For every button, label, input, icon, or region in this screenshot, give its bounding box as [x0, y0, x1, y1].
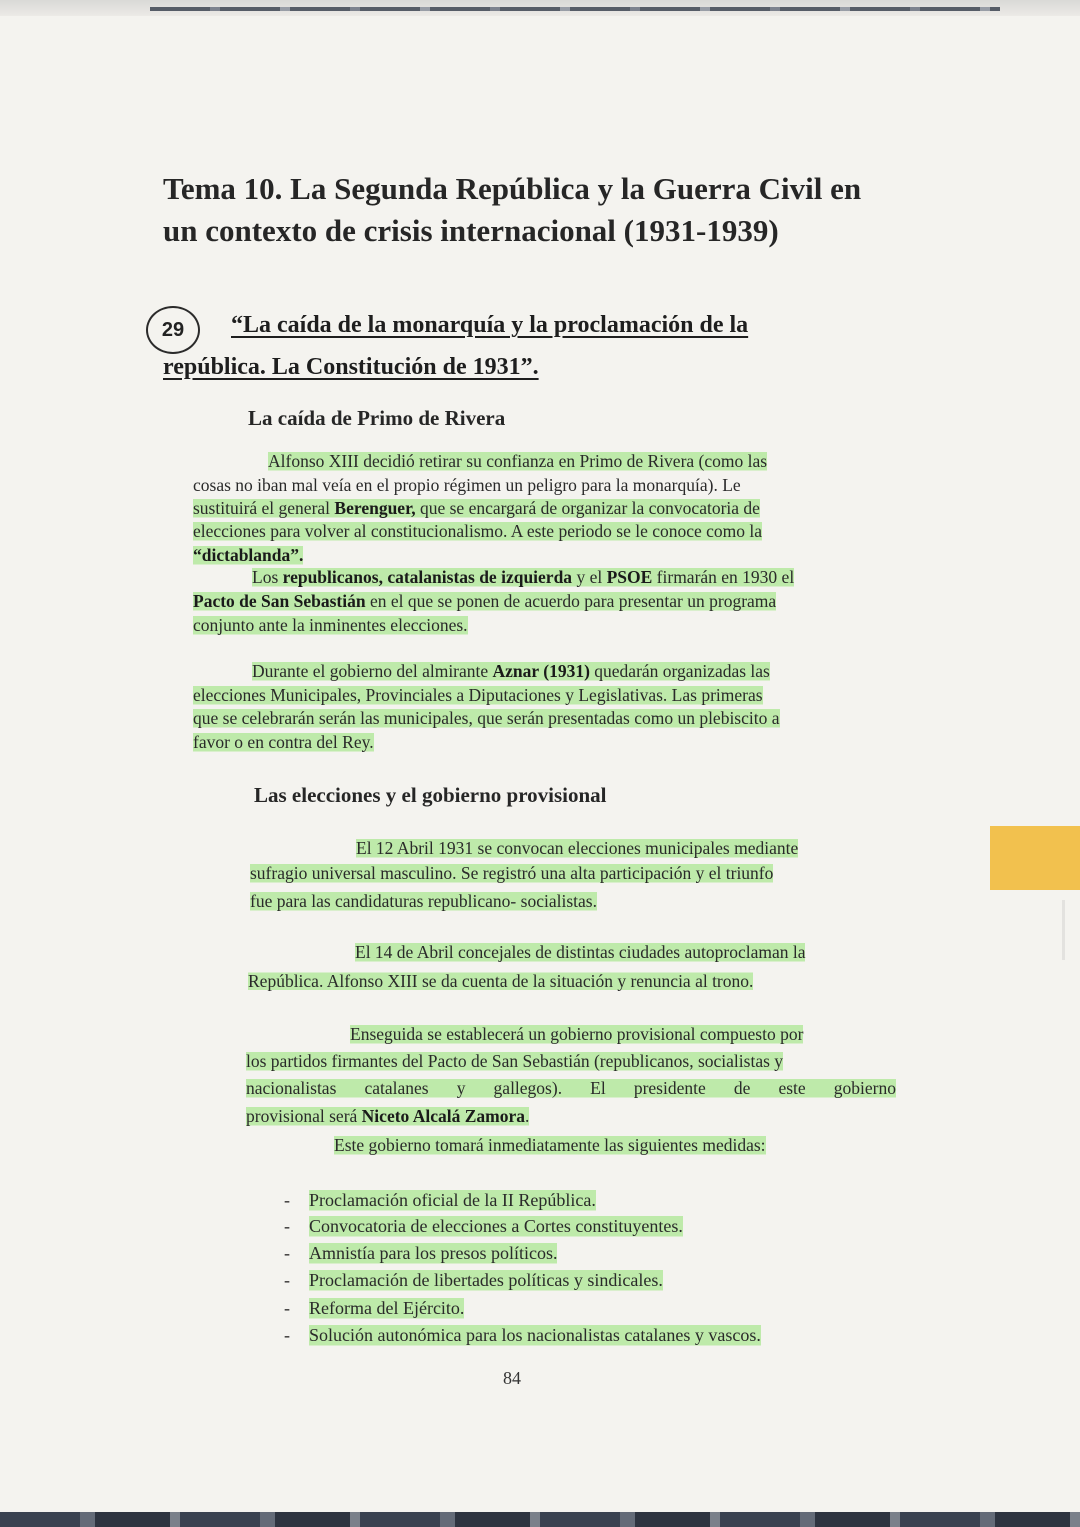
question-title-line-2: república. La Constitución de 1931”. — [163, 354, 539, 380]
list-item: Amnistía para los presos políticos. — [309, 1243, 558, 1263]
sticky-note-tab — [990, 826, 1080, 890]
paragraph-line: conjunto ante la inminentes elecciones. — [193, 615, 468, 635]
paragraph-line: sufragio universal masculino. Se registró una alta participación y el triunfo — [250, 863, 774, 883]
paragraph-line: cosas no iban mal veía en el propio régimen un peligro para la monarquía). Le — [193, 475, 741, 495]
paragraph-line: República. Alfonso XIII se da cuenta de la situación y renuncia al trono. — [248, 971, 754, 991]
bold-term: PSOE — [606, 567, 653, 587]
paragraph-line: Pacto de San Sebastián en el que se ponen de acuerdo para presentar un programa — [193, 591, 777, 611]
list-dash: - — [284, 1298, 290, 1318]
bold-term: Pacto de San Sebastián — [193, 591, 366, 611]
paragraph-line: nacionalistas catalanes y gallegos). El presidente de este gobierno — [246, 1078, 896, 1098]
paragraph-line: sustituirá el general Berenguer, que se encargará de organizar la convocatoria de — [193, 498, 760, 518]
list-dash: - — [284, 1270, 290, 1290]
paper-edge-mark — [1062, 900, 1065, 960]
list-item: Reforma del Ejército. — [309, 1298, 465, 1318]
list-dash: - — [284, 1216, 290, 1236]
paragraph-line: Durante el gobierno del almirante Aznar (1931) quedarán organizadas las — [252, 661, 770, 681]
bold-term: Niceto Alcalá Zamora — [361, 1106, 525, 1126]
list-dash: - — [284, 1325, 290, 1345]
paragraph-line: fue para las candidaturas republicano- socialistas. — [250, 891, 597, 911]
list-dash: - — [284, 1243, 290, 1263]
paragraph-line: Enseguida se establecerá un gobierno provisional compuesto por — [350, 1024, 804, 1044]
bold-term: Aznar (1931) — [492, 661, 590, 681]
section-heading-elecciones: Las elecciones y el gobierno provisional — [254, 783, 607, 807]
list-item: Convocatoria de elecciones a Cortes constituyentes. — [309, 1216, 683, 1236]
list-item: Proclamación de libertades políticas y sindicales. — [309, 1270, 663, 1290]
page-border-line — [150, 7, 1000, 11]
paragraph-line: Los republicanos, catalanistas de izquierda y el PSOE firmarán en 1930 el — [252, 567, 795, 587]
paragraph-line: que se celebrarán serán las municipales, que serán presentadas como un plebiscito a — [193, 708, 780, 728]
page-title: Tema 10. La Segunda República y la Guerra Civil en un contexto de crisis internacional (1931-1939) — [163, 171, 862, 248]
paragraph-line: El 12 Abril 1931 se convocan elecciones municipales mediante — [356, 838, 799, 858]
question-number-circle — [146, 306, 200, 354]
bold-term: Berenguer, — [334, 498, 416, 518]
paragraph-line: favor o en contra del Rey. — [193, 732, 374, 752]
paragraph-line: El 14 de Abril concejales de distintas ciudades autoproclaman la — [355, 942, 806, 962]
section-heading-primo: La caída de Primo de Rivera — [248, 406, 506, 430]
scan-top-edge — [0, 0, 1080, 16]
bold-term: “dictablanda”. — [193, 545, 304, 565]
page-number: 84 — [503, 1368, 521, 1388]
paragraph-line: elecciones para volver al constitucionalismo. A este periodo se le conoce como la — [193, 521, 763, 541]
paragraph-line: elecciones Municipales, Provinciales a Diputaciones y Legislativas. Las primeras — [193, 685, 763, 705]
list-item: Proclamación oficial de la II República. — [309, 1190, 596, 1210]
list-dash: - — [284, 1190, 290, 1210]
paragraph-line — [193, 544, 303, 566]
question-title-line-1: “La caída de la monarquía y la proclamación de la — [231, 312, 749, 338]
paragraph-line: Alfonso XIII decidió retirar su confianza en Primo de Rivera (como las — [268, 451, 768, 471]
paragraph-line: Este gobierno tomará inmediatamente las siguientes medidas: — [334, 1135, 766, 1155]
question-number: 29 — [161, 318, 185, 341]
bold-term: republicanos, catalanistas de izquierda — [282, 567, 573, 587]
scan-bottom-edge — [0, 1512, 1080, 1527]
paragraph-line: provisional será Niceto Alcalá Zamora. — [246, 1106, 530, 1126]
paragraph-line: los partidos firmantes del Pacto de San Sebastián (republicanos, socialistas y — [246, 1051, 784, 1071]
list-item: Solución autonómica para los nacionalistas catalanes y vascos. — [309, 1325, 761, 1345]
